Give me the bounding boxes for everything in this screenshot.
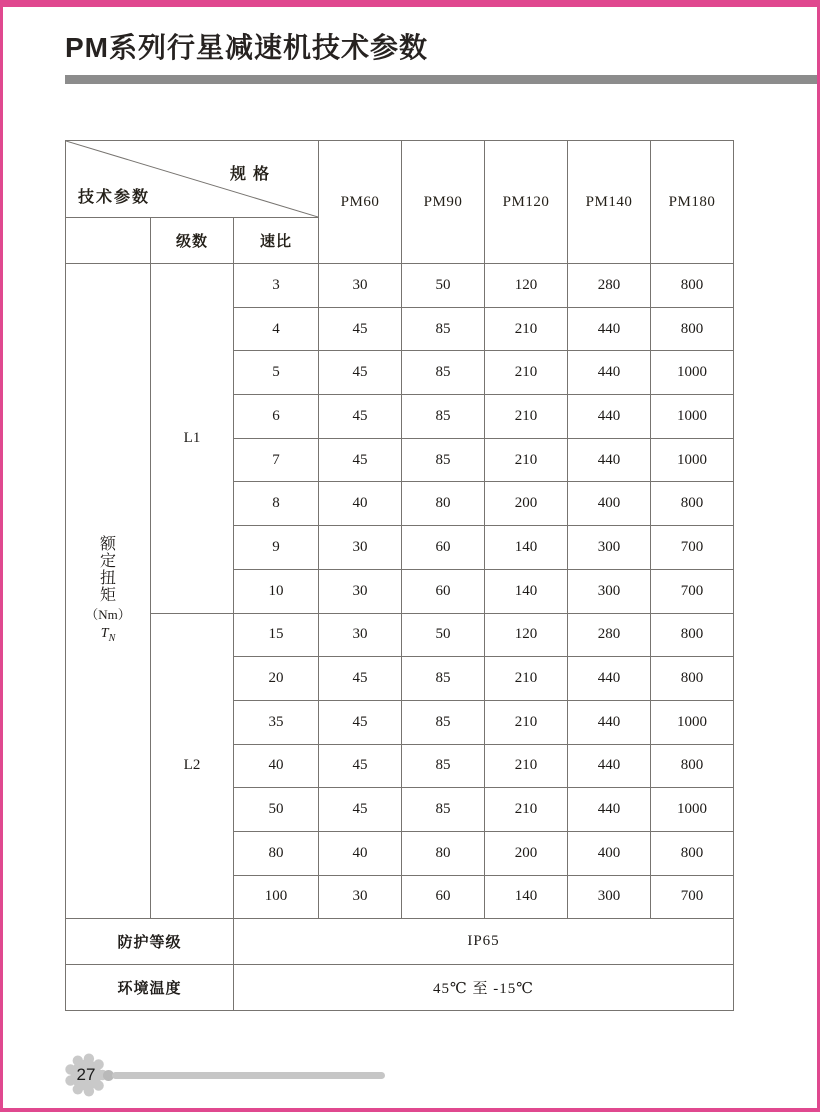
value-cell: 40 bbox=[319, 482, 402, 526]
value-cell: 50 bbox=[402, 613, 485, 657]
ratio-cell: 10 bbox=[234, 569, 319, 613]
ratio-cell: 5 bbox=[234, 351, 319, 395]
value-cell: 210 bbox=[485, 395, 568, 439]
torque-label-char: 矩 bbox=[99, 586, 116, 604]
value-cell: 120 bbox=[485, 264, 568, 308]
value-cell: 200 bbox=[485, 482, 568, 526]
ratio-cell: 3 bbox=[234, 264, 319, 308]
value-cell: 210 bbox=[485, 438, 568, 482]
value-cell: 45 bbox=[319, 307, 402, 351]
value-cell: 1000 bbox=[651, 395, 734, 439]
value-cell: 30 bbox=[319, 569, 402, 613]
value-cell: 85 bbox=[402, 657, 485, 701]
value-cell: 140 bbox=[485, 526, 568, 570]
value-cell: 440 bbox=[568, 351, 651, 395]
value-cell: 280 bbox=[568, 613, 651, 657]
value-cell: 210 bbox=[485, 657, 568, 701]
title-underline-bar bbox=[65, 75, 817, 84]
value-cell: 210 bbox=[485, 307, 568, 351]
corner-label-params: 技术参数 bbox=[78, 189, 151, 206]
column-header-pm180: PM180 bbox=[651, 141, 734, 264]
corner-cell bbox=[66, 141, 319, 218]
value-cell: 700 bbox=[651, 526, 734, 570]
value-cell: 1000 bbox=[651, 788, 734, 832]
header-row-models bbox=[66, 141, 734, 218]
torque-data-body bbox=[66, 264, 734, 919]
page-title: PM系列行星减速机技术参数 bbox=[65, 32, 429, 63]
torque-label-char: 扭 bbox=[99, 569, 116, 587]
ratio-cell: 9 bbox=[234, 526, 319, 570]
value-cell: 210 bbox=[485, 788, 568, 832]
spec-extra-row bbox=[66, 919, 734, 965]
stage-cell-l1: L1 bbox=[151, 264, 234, 614]
value-cell: 210 bbox=[485, 700, 568, 744]
value-cell: 60 bbox=[402, 875, 485, 919]
value-cell: 85 bbox=[402, 351, 485, 395]
value-cell: 280 bbox=[568, 264, 651, 308]
value-cell: 300 bbox=[568, 875, 651, 919]
value-cell: 30 bbox=[319, 526, 402, 570]
page-top-border bbox=[0, 0, 820, 7]
value-cell: 440 bbox=[568, 744, 651, 788]
value-cell: 440 bbox=[568, 657, 651, 701]
value-cell: 120 bbox=[485, 613, 568, 657]
ratio-cell: 20 bbox=[234, 657, 319, 701]
empty-header-cell bbox=[66, 218, 151, 264]
ratio-cell: 100 bbox=[234, 875, 319, 919]
value-cell: 85 bbox=[402, 395, 485, 439]
value-cell: 440 bbox=[568, 395, 651, 439]
ratio-cell: 15 bbox=[234, 613, 319, 657]
value-cell: 440 bbox=[568, 307, 651, 351]
value-cell: 80 bbox=[402, 831, 485, 875]
value-cell: 80 bbox=[402, 482, 485, 526]
value-cell: 1000 bbox=[651, 438, 734, 482]
ratio-cell: 50 bbox=[234, 788, 319, 832]
value-cell: 300 bbox=[568, 526, 651, 570]
value-cell: 45 bbox=[319, 395, 402, 439]
value-cell: 45 bbox=[319, 438, 402, 482]
value-cell: 45 bbox=[319, 744, 402, 788]
value-cell: 50 bbox=[402, 264, 485, 308]
value-cell: 440 bbox=[568, 788, 651, 832]
value-cell: 30 bbox=[319, 875, 402, 919]
value-cell: 1000 bbox=[651, 700, 734, 744]
value-cell: 85 bbox=[402, 744, 485, 788]
value-cell: 40 bbox=[319, 831, 402, 875]
torque-label-char: 额 bbox=[99, 535, 116, 553]
spec-table bbox=[65, 140, 734, 1011]
value-cell: 140 bbox=[485, 569, 568, 613]
torque-label-unit: （Nm） bbox=[85, 606, 131, 622]
value-cell: 60 bbox=[402, 526, 485, 570]
value-cell: 1000 bbox=[651, 351, 734, 395]
value-cell: 210 bbox=[485, 744, 568, 788]
spec-row bbox=[66, 264, 734, 308]
column-header-pm120: PM120 bbox=[485, 141, 568, 264]
value-cell: 30 bbox=[319, 613, 402, 657]
value-cell: 440 bbox=[568, 438, 651, 482]
column-header-pm60: PM60 bbox=[319, 141, 402, 264]
ratio-cell: 4 bbox=[234, 307, 319, 351]
value-cell: 800 bbox=[651, 657, 734, 701]
value-cell: 800 bbox=[651, 482, 734, 526]
value-cell: 45 bbox=[319, 700, 402, 744]
value-cell: 85 bbox=[402, 700, 485, 744]
column-header-pm140: PM140 bbox=[568, 141, 651, 264]
value-cell: 400 bbox=[568, 482, 651, 526]
value-cell: 800 bbox=[651, 307, 734, 351]
extra-row-value: IP65 bbox=[234, 919, 734, 965]
value-cell: 700 bbox=[651, 875, 734, 919]
value-cell: 30 bbox=[319, 264, 402, 308]
torque-row-label-cell bbox=[66, 264, 151, 919]
extra-row-label: 防护等级 bbox=[66, 919, 234, 965]
page-number: 27 bbox=[76, 1065, 96, 1084]
torque-label-vertical-text bbox=[100, 536, 116, 604]
value-cell: 200 bbox=[485, 831, 568, 875]
value-cell: 700 bbox=[651, 569, 734, 613]
corner-label-spec: 规格 bbox=[230, 166, 277, 183]
ratio-cell: 80 bbox=[234, 831, 319, 875]
value-cell: 400 bbox=[568, 831, 651, 875]
torque-label-symbol: $T_N$ bbox=[100, 625, 116, 644]
ratio-cell: 6 bbox=[234, 395, 319, 439]
stage-header-cell: 级数 bbox=[151, 218, 234, 264]
ratio-cell: 40 bbox=[234, 744, 319, 788]
ratio-header-cell: 速比 bbox=[234, 218, 319, 264]
value-cell: 85 bbox=[402, 438, 485, 482]
value-cell: 45 bbox=[319, 788, 402, 832]
value-cell: 800 bbox=[651, 831, 734, 875]
ratio-cell: 7 bbox=[234, 438, 319, 482]
value-cell: 800 bbox=[651, 613, 734, 657]
ratio-cell: 35 bbox=[234, 700, 319, 744]
extra-row-label: 环境温度 bbox=[66, 965, 234, 1011]
value-cell: 60 bbox=[402, 569, 485, 613]
value-cell: 85 bbox=[402, 788, 485, 832]
value-cell: 140 bbox=[485, 875, 568, 919]
extra-row-value: 45℃ 至 -15℃ bbox=[234, 965, 734, 1011]
column-header-pm90: PM90 bbox=[402, 141, 485, 264]
spec-extra-row bbox=[66, 965, 734, 1011]
value-cell: 300 bbox=[568, 569, 651, 613]
spec-table-header bbox=[66, 141, 734, 264]
footer-decorative-line bbox=[112, 1072, 385, 1079]
value-cell: 440 bbox=[568, 700, 651, 744]
spec-row bbox=[66, 613, 734, 657]
value-cell: 85 bbox=[402, 307, 485, 351]
value-cell: 800 bbox=[651, 744, 734, 788]
torque-label-char: 定 bbox=[99, 552, 116, 570]
torque-label bbox=[66, 536, 150, 647]
ratio-cell: 8 bbox=[234, 482, 319, 526]
value-cell: 45 bbox=[319, 657, 402, 701]
value-cell: 800 bbox=[651, 264, 734, 308]
value-cell: 210 bbox=[485, 351, 568, 395]
stage-cell-l2: L2 bbox=[151, 613, 234, 919]
value-cell: 45 bbox=[319, 351, 402, 395]
extra-rows-body bbox=[66, 919, 734, 1011]
